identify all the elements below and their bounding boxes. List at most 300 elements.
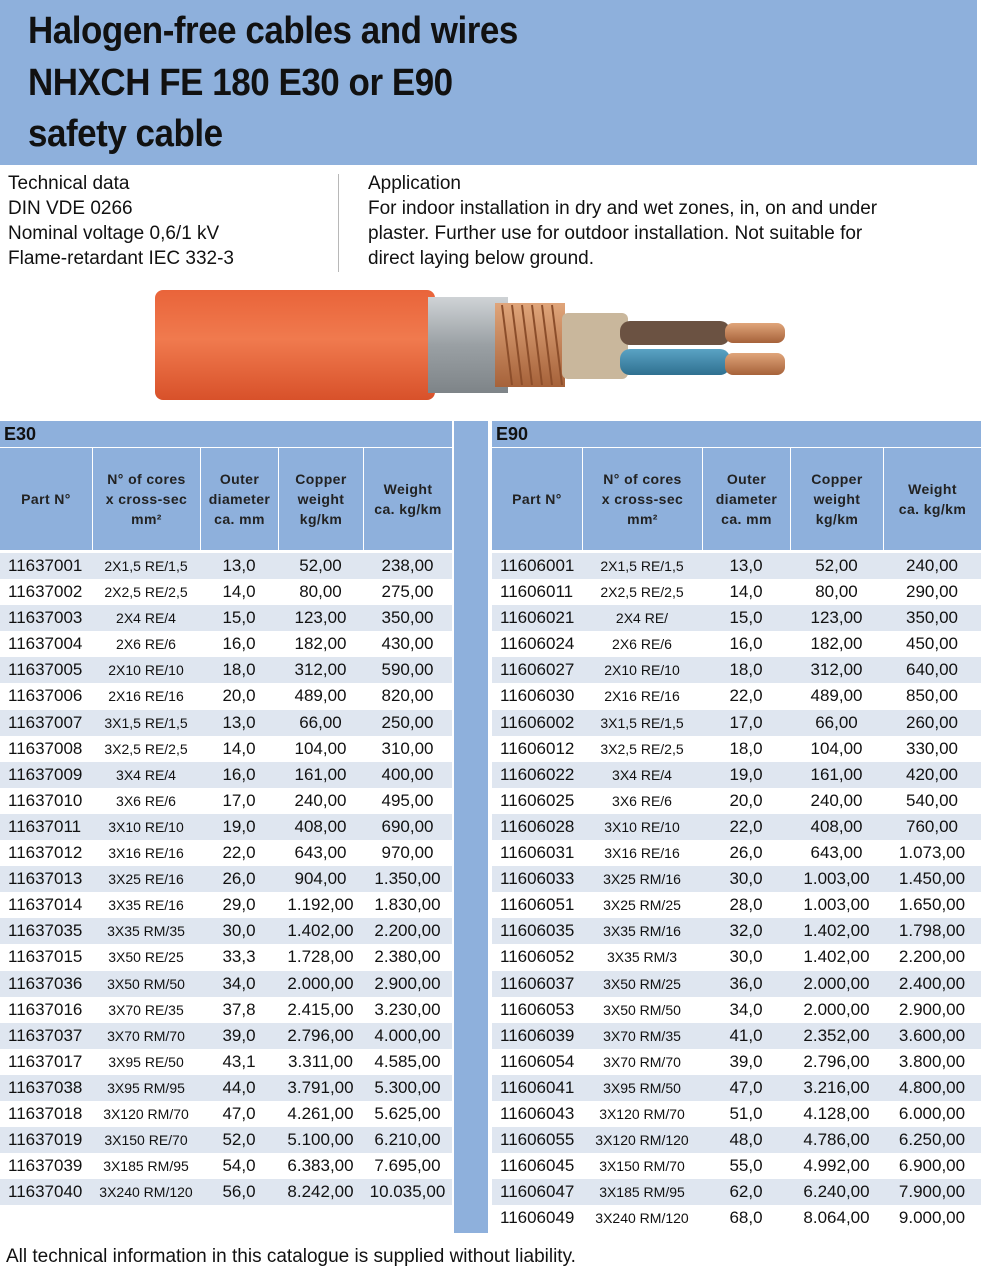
copper-weight-cell: 5.100,00 — [287, 1130, 354, 1150]
header-cores-line: mm² — [131, 511, 162, 527]
weight-cell: 1.830,00 — [374, 895, 441, 915]
cores-cross-section-cell: 3X95 RM/95 — [107, 1079, 185, 1096]
cores-cross-section-cell: 3X4 RE/4 — [612, 766, 672, 783]
weight-cell: 640,00 — [906, 660, 958, 680]
cores-cross-section-cell: 3X120 RM/120 — [595, 1132, 689, 1149]
part-number-cell: 11637019 — [8, 1130, 83, 1150]
cores-cross-section-cell: 3X25 RM/16 — [603, 871, 681, 888]
weight-cell: 330,00 — [906, 738, 958, 758]
part-number-cell: 11606041 — [500, 1077, 575, 1097]
cores-cross-section-cell: 2X6 RE/6 — [612, 636, 672, 653]
weight-cell: 310,00 — [381, 738, 434, 758]
cores-cross-section-cell: 3X70 RM/35 — [603, 1027, 681, 1044]
copper-weight-cell: 240,00 — [810, 790, 863, 810]
table-row — [492, 1127, 981, 1153]
weight-cell: 400,00 — [381, 764, 434, 784]
outer-diameter-cell: 17,0 — [729, 712, 763, 732]
cores-cross-section-cell: 3X240 RM/120 — [99, 1184, 193, 1201]
weight-cell: 690,00 — [381, 816, 434, 836]
table-row — [492, 657, 981, 683]
cores-cross-section-cell: 3X70 RM/70 — [107, 1027, 185, 1044]
table-row — [0, 840, 452, 866]
header-outer-line: diameter — [715, 491, 778, 507]
copper-weight-cell: 4.992,00 — [803, 1156, 870, 1176]
outer-diameter-cell: 37,8 — [222, 999, 256, 1019]
application — [368, 171, 958, 271]
weight-cell: 1.073,00 — [898, 843, 966, 863]
weight-cell: 4.585,00 — [374, 1051, 441, 1071]
outer-diameter-cell: 56,0 — [222, 1182, 256, 1202]
cores-cross-section-cell: 2X16 RE/16 — [604, 688, 680, 705]
copper-weight-cell: 66,00 — [299, 712, 342, 732]
weight-cell: 5.300,00 — [374, 1077, 441, 1097]
part-number-cell: 11637013 — [8, 869, 83, 889]
copper-weight-cell: 489,00 — [810, 686, 863, 706]
table-row — [492, 1023, 981, 1049]
part-number-cell: 11606022 — [500, 764, 575, 784]
e30-table — [0, 421, 452, 1205]
weight-cell: 1.350,00 — [374, 869, 441, 889]
core-strands-bottom — [725, 353, 785, 375]
copper-weight-cell: 4.261,00 — [287, 1103, 354, 1123]
outer-diameter-cell: 62,0 — [729, 1182, 763, 1202]
part-number-cell: 11606024 — [500, 634, 575, 654]
outer-diameter-cell: 55,0 — [729, 1156, 763, 1176]
header-cores-line: mm² — [627, 511, 658, 527]
table-row — [492, 918, 981, 944]
copper-weight-cell: 6.240,00 — [803, 1182, 870, 1202]
table-row — [0, 944, 452, 970]
weight-cell: 2.900,00 — [374, 973, 441, 993]
header-copper-line: Copper — [295, 471, 347, 487]
copper-weight-cell: 643,00 — [294, 843, 347, 863]
part-number-cell: 11606043 — [500, 1103, 575, 1123]
outer-diameter-cell: 15,0 — [222, 608, 256, 628]
outer-diameter-cell: 14,0 — [729, 582, 763, 602]
cable-sheath — [155, 290, 435, 400]
header-copper-line: kg/km — [299, 511, 343, 527]
copper-weight-cell: 312,00 — [810, 660, 863, 680]
copper-weight-cell: 182,00 — [294, 634, 347, 654]
part-number-cell: 11606053 — [500, 999, 575, 1019]
cores-cross-section-cell: 3X25 RE/16 — [108, 871, 184, 888]
outer-diameter-cell: 16,0 — [222, 634, 256, 654]
weight-cell: 450,00 — [906, 634, 958, 654]
weight-cell: 240,00 — [906, 556, 958, 575]
outer-diameter-cell: 22,0 — [222, 843, 256, 863]
title-banner — [0, 0, 977, 165]
copper-weight-cell: 1.728,00 — [287, 947, 354, 967]
outer-diameter-cell: 18,0 — [729, 738, 763, 758]
copper-weight-cell: 8.064,00 — [803, 1208, 870, 1228]
header-cores — [582, 448, 702, 550]
weight-cell: 275,00 — [381, 582, 434, 602]
table-row — [0, 918, 452, 944]
part-number-cell: 11606011 — [500, 582, 574, 602]
copper-weight-cell: 312,00 — [294, 660, 347, 680]
cores-cross-section-cell: 3X4 RE/4 — [116, 766, 176, 783]
header-copper — [278, 448, 363, 550]
table-row — [492, 1075, 981, 1101]
header-weight-line: ca. kg/km — [374, 501, 442, 517]
weight-cell: 350,00 — [906, 608, 958, 628]
part-number-cell: 11606002 — [500, 712, 575, 732]
table-row — [0, 788, 452, 814]
e30-title: E30 — [0, 421, 452, 447]
outer-diameter-cell: 19,0 — [729, 764, 763, 784]
cores-cross-section-cell: 3X1,5 RE/1,5 — [600, 714, 684, 731]
table-row — [0, 892, 452, 918]
table-row — [0, 762, 452, 788]
copper-weight-cell: 2.796,00 — [287, 1025, 354, 1045]
cores-cross-section-cell: 2X6 RE/6 — [116, 636, 176, 653]
table-row — [492, 683, 981, 709]
title-line-3: safety cable — [28, 113, 223, 155]
outer-diameter-cell: 26,0 — [729, 843, 763, 863]
weight-cell: 9.000,00 — [898, 1208, 966, 1228]
cores-cross-section-cell: 3X16 RE/16 — [108, 845, 184, 862]
copper-weight-cell: 1.003,00 — [803, 869, 870, 889]
cores-cross-section-cell: 3X50 RM/25 — [603, 975, 681, 992]
cores-cross-section-cell: 2X2,5 RE/2,5 — [104, 584, 188, 601]
part-number-cell: 11637009 — [8, 764, 83, 784]
outer-diameter-cell: 18,0 — [729, 660, 763, 680]
cores-cross-section-cell: 3X1,5 RE/1,5 — [104, 714, 188, 731]
copper-weight-cell: 4.128,00 — [803, 1103, 870, 1123]
outer-diameter-cell: 34,0 — [222, 973, 256, 993]
table-row — [492, 788, 981, 814]
cores-cross-section-cell: 3X6 RE/6 — [612, 792, 672, 809]
weight-cell: 2.380,00 — [374, 947, 441, 967]
cores-cross-section-cell: 3X95 RE/50 — [108, 1053, 184, 1070]
cores-cross-section-cell: 2X4 RE/4 — [116, 610, 176, 627]
copper-weight-cell: 66,00 — [815, 712, 858, 732]
outer-diameter-cell: 44,0 — [222, 1077, 256, 1097]
table-row — [0, 971, 452, 997]
cable-image — [150, 285, 820, 405]
outer-diameter-cell: 18,0 — [222, 660, 256, 680]
part-number-cell: 11637038 — [8, 1077, 83, 1097]
cores-cross-section-cell: 3X2,5 RE/2,5 — [600, 740, 684, 757]
cores-cross-section-cell: 3X35 RM/16 — [603, 923, 681, 940]
copper-weight-cell: 2.000,00 — [803, 999, 870, 1019]
header-weight-line: ca. kg/km — [898, 501, 967, 517]
outer-diameter-cell: 30,0 — [729, 947, 763, 967]
table-row — [492, 840, 981, 866]
cores-cross-section-cell: 3X6 RE/6 — [116, 792, 176, 809]
cores-cross-section-cell: 3X185 RM/95 — [103, 1158, 189, 1175]
weight-cell: 540,00 — [906, 790, 958, 810]
weight-cell: 850,00 — [906, 686, 958, 706]
e90-title: E90 — [492, 421, 981, 447]
part-number-cell: 11606031 — [500, 843, 575, 863]
copper-weight-cell: 2.352,00 — [803, 1025, 870, 1045]
outer-diameter-cell: 32,0 — [729, 921, 763, 941]
cores-cross-section-cell: 3X95 RM/50 — [603, 1079, 681, 1096]
outer-diameter-cell: 22,0 — [729, 686, 763, 706]
weight-cell: 2.400,00 — [898, 973, 966, 993]
outer-diameter-cell: 17,0 — [222, 790, 256, 810]
copper-weight-cell: 80,00 — [815, 582, 858, 602]
cores-cross-section-cell: 3X70 RE/35 — [108, 1001, 184, 1018]
table-row — [492, 892, 981, 918]
header-cores-line: x cross-sec — [105, 491, 188, 507]
weight-cell: 5.625,00 — [374, 1103, 441, 1123]
copper-weight-cell: 408,00 — [294, 816, 347, 836]
cores-cross-section-cell: 2X1,5 RE/1,5 — [104, 558, 188, 574]
weight-cell: 2.900,00 — [898, 999, 966, 1019]
cores-cross-section-cell: 3X35 RM/3 — [606, 949, 678, 966]
copper-weight-cell: 1.402,00 — [287, 921, 354, 941]
part-number-cell: 11606037 — [500, 973, 575, 993]
outer-diameter-cell: 41,0 — [729, 1025, 763, 1045]
application-line: direct laying below ground. — [368, 248, 595, 269]
weight-cell: 2.200,00 — [374, 921, 441, 941]
part-number-cell: 11606025 — [500, 790, 575, 810]
table-row — [0, 1101, 452, 1127]
weight-cell: 290,00 — [906, 582, 958, 602]
table-row — [492, 762, 981, 788]
copper-weight-cell: 80,00 — [299, 582, 342, 602]
outer-diameter-cell: 47,0 — [729, 1077, 763, 1097]
part-number-cell: 11637011 — [8, 816, 82, 836]
outer-diameter-cell: 48,0 — [729, 1130, 763, 1150]
part-number-cell: 11637040 — [8, 1182, 83, 1202]
copper-weight-cell: 643,00 — [810, 843, 863, 863]
outer-diameter-cell: 68,0 — [729, 1208, 763, 1228]
cores-cross-section-cell: 3X35 RE/16 — [108, 897, 184, 914]
title-line-1: Halogen-free cables and wires — [28, 10, 518, 52]
copper-weight-cell: 52,00 — [299, 556, 342, 575]
part-number-cell: 11606051 — [500, 895, 575, 915]
e90-table — [492, 421, 981, 1231]
cores-cross-section-cell: 2X16 RE/16 — [108, 688, 184, 705]
copper-weight-cell: 3.216,00 — [803, 1077, 870, 1097]
copper-weight-cell: 1.192,00 — [287, 895, 354, 915]
outer-diameter-cell: 19,0 — [222, 816, 256, 836]
part-number-cell: 11606035 — [500, 921, 575, 941]
copper-weight-cell: 2.000,00 — [803, 973, 870, 993]
copper-weight-cell: 904,00 — [294, 869, 347, 889]
e30-rows — [0, 553, 452, 1205]
cores-cross-section-cell: 3X50 RE/25 — [108, 949, 184, 966]
header-copper-line: kg/km — [815, 511, 859, 527]
part-number-cell: 11606021 — [500, 608, 575, 628]
part-number-cell: 11637001 — [8, 556, 83, 575]
copper-weight-cell: 161,00 — [810, 764, 863, 784]
table-row — [0, 657, 452, 683]
outer-diameter-cell: 30,0 — [222, 921, 256, 941]
copper-weight-cell: 182,00 — [810, 634, 863, 654]
part-number-cell: 11606052 — [500, 947, 575, 967]
outer-diameter-cell: 39,0 — [729, 1051, 763, 1071]
technical-line: Flame-retardant IEC 332-3 — [8, 248, 234, 269]
part-number-cell: 11637036 — [8, 973, 83, 993]
weight-cell: 6.000,00 — [898, 1103, 966, 1123]
header-outer-line: diameter — [208, 491, 271, 507]
part-number-cell: 11637006 — [8, 686, 83, 706]
part-number-cell: 11637016 — [8, 999, 83, 1019]
copper-weight-cell: 123,00 — [810, 608, 863, 628]
header-weight-line: Weight — [383, 481, 433, 497]
cores-cross-section-cell: 3X120 RM/70 — [599, 1105, 685, 1122]
copper-weight-cell: 8.242,00 — [287, 1182, 354, 1202]
header-outer — [702, 448, 790, 550]
cores-cross-section-cell: 2X10 RE/10 — [108, 662, 184, 679]
outer-diameter-cell: 14,0 — [222, 582, 256, 602]
weight-cell: 1.798,00 — [898, 921, 966, 941]
header-cores-line: N° of cores — [107, 471, 186, 487]
weight-cell: 3.230,00 — [374, 999, 441, 1019]
application-title: Application — [368, 173, 461, 194]
header-copper — [790, 448, 883, 550]
copper-weight-cell: 4.786,00 — [803, 1130, 870, 1150]
cores-cross-section-cell: 3X150 RM/70 — [599, 1158, 685, 1175]
outer-diameter-cell: 36,0 — [729, 973, 763, 993]
outer-diameter-cell: 15,0 — [729, 608, 763, 628]
part-number-cell: 11606054 — [500, 1051, 575, 1071]
weight-cell: 250,00 — [381, 712, 434, 732]
part-number-cell: 11637002 — [8, 582, 83, 602]
part-number-cell: 11637003 — [8, 608, 83, 628]
header-cores-line: N° of cores — [603, 471, 682, 487]
weight-cell: 1.650,00 — [898, 895, 966, 915]
weight-cell: 6.250,00 — [898, 1130, 966, 1150]
part-number-cell: 11606039 — [500, 1025, 575, 1045]
cores-cross-section-cell: 2X4 RE/ — [615, 610, 669, 627]
core-blue — [620, 349, 730, 375]
outer-diameter-cell: 20,0 — [222, 686, 256, 706]
part-number-cell: 11637018 — [8, 1103, 83, 1123]
part-number-cell: 11637012 — [8, 843, 83, 863]
cores-cross-section-cell: 3X10 RE/10 — [604, 818, 680, 835]
cores-cross-section-cell: 3X50 RM/50 — [603, 1001, 681, 1018]
part-number-cell: 11637007 — [8, 712, 83, 732]
cores-cross-section-cell: 3X35 RM/35 — [107, 923, 185, 940]
part-number-cell: 11637039 — [8, 1156, 83, 1176]
copper-weight-cell: 2.796,00 — [803, 1051, 870, 1071]
outer-diameter-cell: 26,0 — [222, 869, 256, 889]
table-row — [0, 1049, 452, 1075]
core-brown — [620, 321, 730, 345]
table-row — [492, 1049, 981, 1075]
copper-weight-cell: 489,00 — [294, 686, 347, 706]
title-line-2: NHXCH FE 180 E30 or E90 — [28, 62, 453, 104]
outer-diameter-cell: 16,0 — [729, 634, 763, 654]
copper-weight-cell: 1.003,00 — [803, 895, 870, 915]
part-number-cell: 11637008 — [8, 738, 83, 758]
header-cores-line: x cross-sec — [601, 491, 684, 507]
part-number-cell: 11606047 — [500, 1182, 575, 1202]
outer-diameter-cell: 52,0 — [222, 1130, 256, 1150]
header-cores — [92, 448, 200, 550]
part-number-cell: 11606028 — [500, 816, 575, 836]
weight-cell: 3.600,00 — [898, 1025, 966, 1045]
table-row — [0, 1127, 452, 1153]
table-row — [0, 866, 452, 892]
outer-diameter-cell: 54,0 — [222, 1156, 256, 1176]
cores-cross-section-cell: 3X10 RE/10 — [108, 818, 184, 835]
cores-cross-section-cell: 3X150 RE/70 — [104, 1132, 188, 1149]
table-row — [0, 683, 452, 709]
table-row — [492, 971, 981, 997]
cores-cross-section-cell: 3X185 RM/95 — [599, 1184, 685, 1201]
weight-cell: 260,00 — [906, 712, 958, 732]
copper-weight-cell: 104,00 — [294, 738, 347, 758]
outer-diameter-cell: 13,0 — [729, 556, 763, 575]
weight-cell: 590,00 — [381, 660, 434, 680]
outer-diameter-cell: 33,3 — [222, 947, 256, 967]
e30-header-row — [0, 447, 452, 550]
table-separator — [454, 421, 488, 1233]
header-part: Part N° — [512, 491, 562, 507]
part-number-cell: 11606001 — [500, 556, 575, 575]
cores-cross-section-cell: 3X240 RM/120 — [595, 1210, 689, 1227]
part-number-cell: 11606049 — [500, 1208, 575, 1228]
technical-data — [8, 171, 328, 271]
cores-cross-section-cell: 3X16 RE/16 — [604, 845, 680, 862]
copper-weight-cell: 408,00 — [810, 816, 863, 836]
weight-cell: 10.035,00 — [369, 1182, 446, 1202]
part-number-cell: 11606027 — [500, 660, 575, 680]
outer-diameter-cell: 20,0 — [729, 790, 763, 810]
application-line: For indoor installation in dry and wet zones, in, on and under — [368, 198, 878, 219]
table-row — [492, 1205, 981, 1231]
part-number-cell: 11606055 — [500, 1130, 575, 1150]
table-row — [492, 997, 981, 1023]
copper-weight-cell: 1.402,00 — [803, 947, 870, 967]
technical-line: DIN VDE 0266 — [8, 198, 133, 219]
part-number-cell: 11637015 — [8, 947, 83, 967]
table-row — [492, 710, 981, 736]
outer-diameter-cell: 16,0 — [222, 764, 256, 784]
header-weight — [883, 448, 981, 550]
cable-tape — [562, 313, 628, 379]
weight-cell: 970,00 — [381, 843, 434, 863]
cores-cross-section-cell: 2X1,5 RE/1,5 — [600, 558, 684, 574]
header-outer-line: ca. mm — [721, 511, 772, 527]
table-row — [492, 1153, 981, 1179]
outer-diameter-cell: 22,0 — [729, 816, 763, 836]
part-number-cell: 11637017 — [8, 1051, 83, 1071]
part-number-cell: 11606045 — [500, 1156, 575, 1176]
disclaimer: All technical information in this catalogue is supplied without liability. — [6, 1246, 576, 1267]
outer-diameter-cell: 39,0 — [222, 1025, 256, 1045]
table-row — [0, 553, 452, 579]
weight-cell: 6.900,00 — [898, 1156, 966, 1176]
table-row — [0, 997, 452, 1023]
weight-cell: 350,00 — [381, 608, 434, 628]
table-row — [0, 1075, 452, 1101]
weight-cell: 4.800,00 — [898, 1077, 966, 1097]
part-number-cell: 11606030 — [500, 686, 575, 706]
info-divider — [338, 174, 339, 272]
cores-cross-section-cell: 3X70 RM/70 — [603, 1053, 681, 1070]
header-copper-line: weight — [297, 491, 345, 507]
table-row — [0, 1023, 452, 1049]
weight-cell: 420,00 — [906, 764, 958, 784]
copper-weight-cell: 240,00 — [294, 790, 347, 810]
table-row — [492, 579, 981, 605]
outer-diameter-cell: 29,0 — [222, 895, 256, 915]
header-copper-line: Copper — [811, 471, 863, 487]
header-outer-line: ca. mm — [214, 511, 265, 527]
application-line: plaster. Further use for outdoor installation. Not suitable for — [368, 223, 863, 244]
copper-weight-cell: 2.000,00 — [287, 973, 354, 993]
cores-cross-section-cell: 3X50 RM/50 — [107, 975, 185, 992]
table-row — [0, 814, 452, 840]
weight-cell: 6.210,00 — [374, 1130, 441, 1150]
